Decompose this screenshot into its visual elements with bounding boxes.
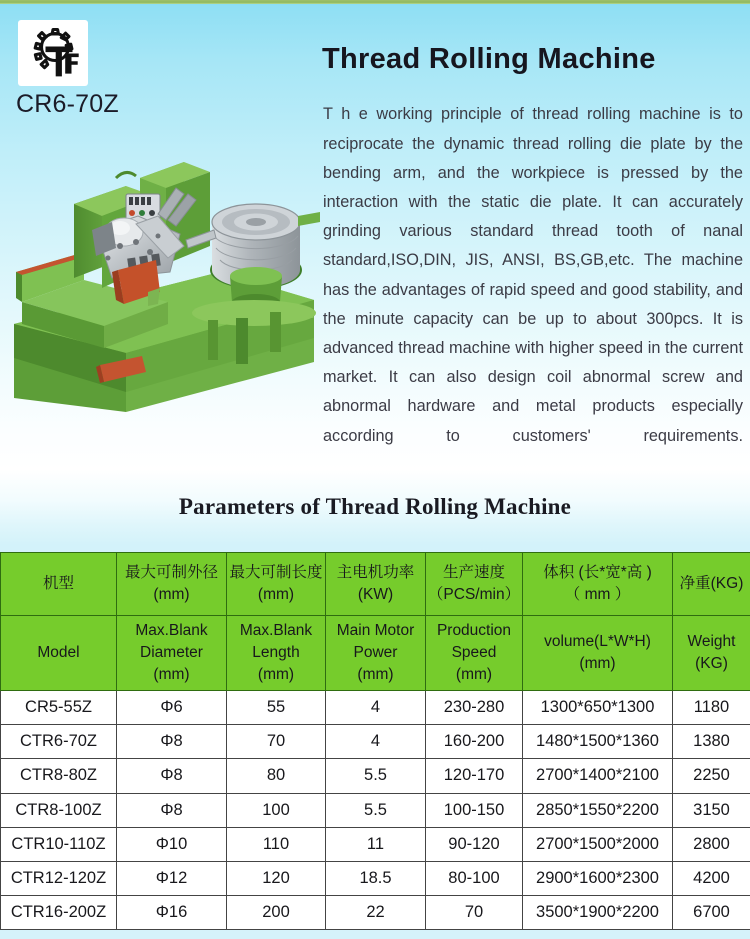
header-en-max-blank-diameter: Max.Blank Diameter (mm) — [117, 616, 227, 691]
top-divider-rule — [0, 0, 750, 4]
cell-model: CTR16-200Z — [1, 896, 117, 930]
cell-volume: 3500*1900*2200 — [523, 896, 673, 930]
product-description: T h e working principle of thread rolling machine is to reciprocate the dynamic thread rolling die plate by the bending arm, and the workpiece is pressed by the interaction with the static die plate. It can accurately grinding various standard thread tooth of nanal standard,ISO,DIN, JIS, ANSI, BS,GB,etc. The machine has the advantages of rapid speed and good stability, and the minute capacity can be up to about 300pcs. It is advanced thread machine with higher speed in the current market. It can also design coil abnormal screw and abnormal hardware and metal products especially according to customers' requirements. — [323, 105, 743, 445]
table-row — [1, 861, 750, 895]
cell-power: 22 — [326, 896, 426, 930]
cell-power: 5.5 — [326, 759, 426, 793]
table-row — [1, 896, 750, 930]
header-en-weight: Weight (KG) — [673, 616, 750, 691]
cell-diameter: Φ8 — [117, 725, 227, 759]
header-cn-production-speed: 生产速度 （PCS/min） — [426, 553, 523, 616]
cell-length: 200 — [227, 896, 326, 930]
cell-model: CR5-55Z — [1, 691, 117, 725]
table-row — [1, 793, 750, 827]
header-en-max-blank-length: Max.Blank Length (mm) — [227, 616, 326, 691]
header-row-english — [1, 616, 750, 691]
table-body — [1, 691, 750, 930]
cell-weight: 3150 — [673, 793, 750, 827]
cell-power: 4 — [326, 725, 426, 759]
cell-speed: 120-170 — [426, 759, 523, 793]
header-row-chinese — [1, 553, 750, 616]
cell-weight: 1380 — [673, 725, 750, 759]
header-cn-main-motor-power: 主电机功率 (KW) — [326, 553, 426, 616]
cell-speed: 70 — [426, 896, 523, 930]
cell-model: CTR8-100Z — [1, 793, 117, 827]
cell-volume: 2700*1500*2000 — [523, 827, 673, 861]
cell-weight: 1180 — [673, 691, 750, 725]
cell-weight: 2250 — [673, 759, 750, 793]
parameters-table — [0, 552, 750, 930]
header-en-volume: volume(L*W*H) (mm) — [523, 616, 673, 691]
header-cn-model: 机型 — [1, 553, 117, 616]
header-en-main-motor-power: Main Motor Power (mm) — [326, 616, 426, 691]
cell-power: 4 — [326, 691, 426, 725]
cell-power: 11 — [326, 827, 426, 861]
cell-length: 70 — [227, 725, 326, 759]
cell-power: 5.5 — [326, 793, 426, 827]
cell-model: CTR10-110Z — [1, 827, 117, 861]
gear-tf-logo-icon — [25, 27, 81, 79]
cell-model: CTR6-70Z — [1, 725, 117, 759]
cell-volume: 1300*650*1300 — [523, 691, 673, 725]
cell-weight: 4200 — [673, 861, 750, 895]
cell-volume: 2850*1550*2200 — [523, 793, 673, 827]
cell-length: 80 — [227, 759, 326, 793]
cell-length: 110 — [227, 827, 326, 861]
cell-diameter: Φ6 — [117, 691, 227, 725]
cell-volume: 2700*1400*2100 — [523, 759, 673, 793]
cell-length: 55 — [227, 691, 326, 725]
cell-volume: 2900*1600*2300 — [523, 861, 673, 895]
product-model-code: CR6-70Z — [16, 90, 119, 118]
product-photo-thread-rolling-machine — [8, 112, 320, 412]
header-cn-max-blank-length: 最大可制长度 (mm) — [227, 553, 326, 616]
cell-diameter: Φ8 — [117, 793, 227, 827]
cell-speed: 160-200 — [426, 725, 523, 759]
header-en-model: Model — [1, 616, 117, 691]
header-cn-max-blank-diameter: 最大可制外径 (mm) — [117, 553, 227, 616]
table-head — [1, 553, 750, 691]
parameters-section-heading: Parameters of Thread Rolling Machine — [178, 494, 572, 519]
brand-logo — [18, 20, 88, 86]
cell-speed: 90-120 — [426, 827, 523, 861]
cell-diameter: Φ8 — [117, 759, 227, 793]
page-title: Thread Rolling Machine — [322, 43, 656, 76]
cell-speed: 230-280 — [426, 691, 523, 725]
cell-model: CTR8-80Z — [1, 759, 117, 793]
table-row — [1, 827, 750, 861]
header-en-production-speed: Production Speed (mm) — [426, 616, 523, 691]
cell-weight: 6700 — [673, 896, 750, 930]
header-cn-volume: 体积 (长*宽*高 ) （ mm ） — [523, 553, 673, 616]
cell-speed: 100-150 — [426, 793, 523, 827]
cell-volume: 1480*1500*1360 — [523, 725, 673, 759]
parameters-table-container — [0, 552, 750, 930]
table-row — [1, 759, 750, 793]
cell-length: 120 — [227, 861, 326, 895]
cell-diameter: Φ16 — [117, 896, 227, 930]
cell-power: 18.5 — [326, 861, 426, 895]
cell-model: CTR12-120Z — [1, 861, 117, 895]
header-cn-net-weight: 净重(KG) — [673, 553, 750, 616]
cell-speed: 80-100 — [426, 861, 523, 895]
cell-weight: 2800 — [673, 827, 750, 861]
table-row — [1, 691, 750, 725]
table-row — [1, 725, 750, 759]
cell-diameter: Φ12 — [117, 861, 227, 895]
cell-diameter: Φ10 — [117, 827, 227, 861]
cell-length: 100 — [227, 793, 326, 827]
